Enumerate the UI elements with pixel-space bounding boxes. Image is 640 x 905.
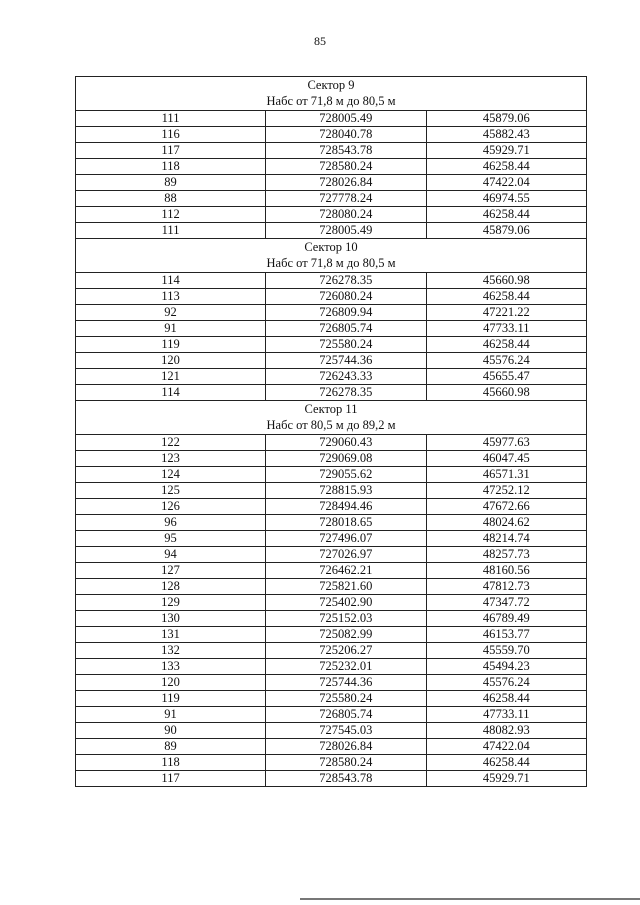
table-row (76, 175, 587, 191)
y-coordinate-cell: 47672.66 (426, 499, 586, 515)
sector-header-row (76, 401, 587, 435)
y-coordinate-cell: 46258.44 (426, 289, 586, 305)
table-row (76, 143, 587, 159)
point-number-cell: 133 (76, 659, 266, 675)
table-row (76, 611, 587, 627)
sector-elevation-range: Набс от 80,5 м до 89,2 м (266, 418, 396, 432)
y-coordinate-cell: 45977.63 (426, 435, 586, 451)
x-coordinate-cell: 727545.03 (266, 723, 426, 739)
point-number-cell: 121 (76, 369, 266, 385)
y-coordinate-cell: 45576.24 (426, 353, 586, 369)
table-row (76, 531, 587, 547)
table-row (76, 755, 587, 771)
y-coordinate-cell: 45879.06 (426, 223, 586, 239)
x-coordinate-cell: 726805.74 (266, 321, 426, 337)
y-coordinate-cell: 45929.71 (426, 771, 586, 787)
y-coordinate-cell: 48214.74 (426, 531, 586, 547)
x-coordinate-cell: 725821.60 (266, 579, 426, 595)
table-row (76, 627, 587, 643)
table-row (76, 515, 587, 531)
point-number-cell: 89 (76, 739, 266, 755)
y-coordinate-cell: 45879.06 (426, 111, 586, 127)
y-coordinate-cell: 45660.98 (426, 385, 586, 401)
point-number-cell: 117 (76, 143, 266, 159)
table-row (76, 191, 587, 207)
y-coordinate-cell: 45882.43 (426, 127, 586, 143)
point-number-cell: 131 (76, 627, 266, 643)
point-number-cell: 125 (76, 483, 266, 499)
table-row (76, 305, 587, 321)
y-coordinate-cell: 47221.22 (426, 305, 586, 321)
y-coordinate-cell: 47422.04 (426, 739, 586, 755)
x-coordinate-cell: 726805.74 (266, 707, 426, 723)
x-coordinate-cell: 725580.24 (266, 337, 426, 353)
y-coordinate-cell: 47812.73 (426, 579, 586, 595)
sector-header-cell (76, 239, 587, 273)
sector-header-row (76, 77, 587, 111)
y-coordinate-cell: 45929.71 (426, 143, 586, 159)
x-coordinate-cell: 725402.90 (266, 595, 426, 611)
y-coordinate-cell: 47422.04 (426, 175, 586, 191)
table-row (76, 467, 587, 483)
table-row (76, 675, 587, 691)
sector-elevation-range: Набс от 71,8 м до 80,5 м (266, 256, 396, 270)
point-number-cell: 127 (76, 563, 266, 579)
point-number-cell: 117 (76, 771, 266, 787)
x-coordinate-cell: 725082.99 (266, 627, 426, 643)
sector-title: Сектор 9 (307, 78, 355, 92)
sector-title: Сектор 11 (304, 402, 358, 416)
point-number-cell: 126 (76, 499, 266, 515)
point-number-cell: 119 (76, 337, 266, 353)
x-coordinate-cell: 728580.24 (266, 159, 426, 175)
table-row (76, 707, 587, 723)
scan-edge-line (300, 898, 640, 900)
y-coordinate-cell: 47733.11 (426, 321, 586, 337)
point-number-cell: 116 (76, 127, 266, 143)
x-coordinate-cell: 726278.35 (266, 385, 426, 401)
x-coordinate-cell: 728026.84 (266, 175, 426, 191)
x-coordinate-cell: 728005.49 (266, 111, 426, 127)
x-coordinate-cell: 726462.21 (266, 563, 426, 579)
point-number-cell: 129 (76, 595, 266, 611)
point-number-cell: 124 (76, 467, 266, 483)
point-number-cell: 114 (76, 385, 266, 401)
x-coordinate-cell: 728040.78 (266, 127, 426, 143)
x-coordinate-cell: 725206.27 (266, 643, 426, 659)
table-row (76, 435, 587, 451)
point-number-cell: 94 (76, 547, 266, 563)
point-number-cell: 118 (76, 755, 266, 771)
coordinates-table (75, 76, 587, 787)
point-number-cell: 120 (76, 353, 266, 369)
sector-elevation-range: Набс от 71,8 м до 80,5 м (266, 94, 396, 108)
y-coordinate-cell: 47347.72 (426, 595, 586, 611)
table-row (76, 739, 587, 755)
y-coordinate-cell: 46047.45 (426, 451, 586, 467)
coordinates-table-body (76, 77, 587, 787)
table-row (76, 321, 587, 337)
y-coordinate-cell: 47252.12 (426, 483, 586, 499)
sector-header-row (76, 239, 587, 273)
x-coordinate-cell: 726080.24 (266, 289, 426, 305)
x-coordinate-cell: 728026.84 (266, 739, 426, 755)
y-coordinate-cell: 45559.70 (426, 643, 586, 659)
sector-header-cell (76, 77, 587, 111)
y-coordinate-cell: 45576.24 (426, 675, 586, 691)
x-coordinate-cell: 728543.78 (266, 771, 426, 787)
x-coordinate-cell: 725152.03 (266, 611, 426, 627)
table-row (76, 499, 587, 515)
table-row (76, 451, 587, 467)
point-number-cell: 95 (76, 531, 266, 547)
x-coordinate-cell: 728005.49 (266, 223, 426, 239)
table-row (76, 273, 587, 289)
x-coordinate-cell: 725744.36 (266, 675, 426, 691)
y-coordinate-cell: 48257.73 (426, 547, 586, 563)
table-row (76, 337, 587, 353)
y-coordinate-cell: 46258.44 (426, 207, 586, 223)
y-coordinate-cell: 46258.44 (426, 159, 586, 175)
table-row (76, 643, 587, 659)
point-number-cell: 130 (76, 611, 266, 627)
x-coordinate-cell: 728815.93 (266, 483, 426, 499)
y-coordinate-cell: 46258.44 (426, 337, 586, 353)
point-number-cell: 89 (76, 175, 266, 191)
y-coordinate-cell: 45660.98 (426, 273, 586, 289)
table-row (76, 563, 587, 579)
table-row (76, 353, 587, 369)
x-coordinate-cell: 728543.78 (266, 143, 426, 159)
table-row (76, 691, 587, 707)
table-row (76, 547, 587, 563)
y-coordinate-cell: 45494.23 (426, 659, 586, 675)
point-number-cell: 111 (76, 111, 266, 127)
x-coordinate-cell: 727026.97 (266, 547, 426, 563)
table-row (76, 159, 587, 175)
point-number-cell: 123 (76, 451, 266, 467)
y-coordinate-cell: 46974.55 (426, 191, 586, 207)
y-coordinate-cell: 47733.11 (426, 707, 586, 723)
point-number-cell: 111 (76, 223, 266, 239)
point-number-cell: 91 (76, 707, 266, 723)
x-coordinate-cell: 727496.07 (266, 531, 426, 547)
page-number: 85 (314, 34, 326, 48)
table-row (76, 579, 587, 595)
x-coordinate-cell: 726278.35 (266, 273, 426, 289)
table-row (76, 127, 587, 143)
x-coordinate-cell: 726809.94 (266, 305, 426, 321)
point-number-cell: 96 (76, 515, 266, 531)
table-row (76, 289, 587, 305)
point-number-cell: 118 (76, 159, 266, 175)
point-number-cell: 128 (76, 579, 266, 595)
point-number-cell: 114 (76, 273, 266, 289)
table-row (76, 483, 587, 499)
y-coordinate-cell: 48024.62 (426, 515, 586, 531)
x-coordinate-cell: 728018.65 (266, 515, 426, 531)
point-number-cell: 112 (76, 207, 266, 223)
table-row (76, 723, 587, 739)
table-row (76, 207, 587, 223)
point-number-cell: 122 (76, 435, 266, 451)
point-number-cell: 88 (76, 191, 266, 207)
x-coordinate-cell: 725744.36 (266, 353, 426, 369)
y-coordinate-cell: 46153.77 (426, 627, 586, 643)
point-number-cell: 120 (76, 675, 266, 691)
table-row (76, 595, 587, 611)
point-number-cell: 91 (76, 321, 266, 337)
sector-title: Сектор 10 (304, 240, 358, 254)
table-row (76, 385, 587, 401)
x-coordinate-cell: 728580.24 (266, 755, 426, 771)
y-coordinate-cell: 46258.44 (426, 691, 586, 707)
y-coordinate-cell: 48160.56 (426, 563, 586, 579)
table-row (76, 659, 587, 675)
x-coordinate-cell: 729060.43 (266, 435, 426, 451)
point-number-cell: 119 (76, 691, 266, 707)
table-row (76, 223, 587, 239)
sector-header-cell (76, 401, 587, 435)
table-row (76, 111, 587, 127)
point-number-cell: 132 (76, 643, 266, 659)
x-coordinate-cell: 728494.46 (266, 499, 426, 515)
x-coordinate-cell: 728080.24 (266, 207, 426, 223)
table-row (76, 771, 587, 787)
x-coordinate-cell: 726243.33 (266, 369, 426, 385)
y-coordinate-cell: 46789.49 (426, 611, 586, 627)
x-coordinate-cell: 729055.62 (266, 467, 426, 483)
point-number-cell: 90 (76, 723, 266, 739)
x-coordinate-cell: 725232.01 (266, 659, 426, 675)
y-coordinate-cell: 46571.31 (426, 467, 586, 483)
x-coordinate-cell: 729069.08 (266, 451, 426, 467)
y-coordinate-cell: 46258.44 (426, 755, 586, 771)
table-row (76, 369, 587, 385)
point-number-cell: 113 (76, 289, 266, 305)
y-coordinate-cell: 48082.93 (426, 723, 586, 739)
x-coordinate-cell: 725580.24 (266, 691, 426, 707)
y-coordinate-cell: 45655.47 (426, 369, 586, 385)
point-number-cell: 92 (76, 305, 266, 321)
x-coordinate-cell: 727778.24 (266, 191, 426, 207)
